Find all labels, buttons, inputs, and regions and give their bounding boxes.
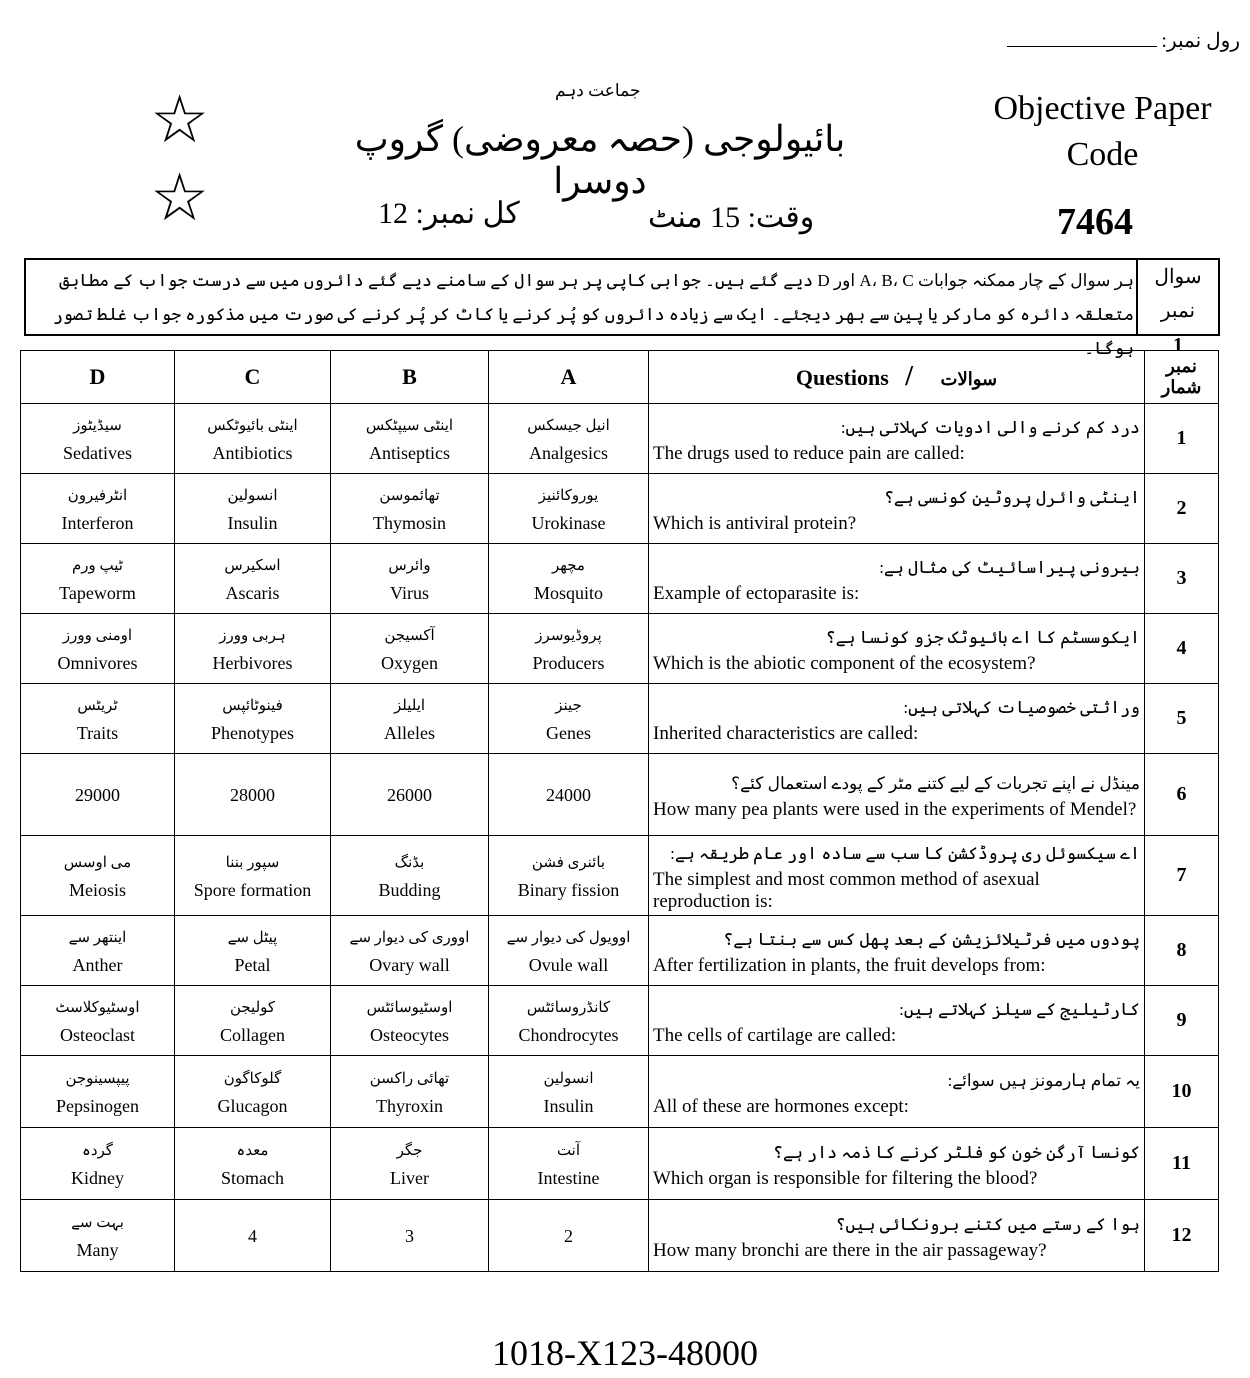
question-urdu: پودوں میں فرٹیلائزیشن کے بعد پھل کس سے بنتا ہے؟	[723, 929, 1140, 949]
option-d-english: Sedatives	[63, 442, 132, 463]
question-cell	[649, 1128, 1145, 1200]
option-d-english: Many	[76, 1239, 119, 1260]
option-a-cell	[489, 1056, 649, 1128]
question-urdu: کونسا آرگن خون کو فلٹر کرنے کا ذمہ دار ہے؟	[773, 1142, 1140, 1162]
option-c-english: Phenotypes	[211, 722, 294, 743]
option-c-english: Spore formation	[193, 879, 312, 900]
option-d-english: Pepsinogen	[56, 1095, 139, 1116]
option-c-english: Collagen	[220, 1024, 285, 1045]
option-d-english: 29000	[75, 784, 120, 805]
option-a-english: Insulin	[543, 1095, 594, 1116]
instructions-text: ہر سوال کے چار ممکنہ جوابات A، B، C اور D دیے گئے ہیں۔ جوابی کاپی پر ہر سوال کے سامنے دیے گئے دائروں میں سے درست جواب کے مطابق متعلقہ دائرہ کو مارکر یا پین سے بھر دیجئے۔ ایک سے زیادہ دائروں کو پُر کرنے یا کاٹ کر پُر کرنے کی صورت میں مذکورہ جواب غلط تصور ہوگا۔	[53, 271, 1134, 358]
option-d-english: Osteoclast	[60, 1024, 135, 1045]
option-c-urdu: سپور بننا	[225, 854, 280, 871]
question-english: Inherited characteristics are called:	[653, 722, 919, 744]
option-d-cell	[21, 1200, 175, 1272]
option-a-english: Urokinase	[531, 512, 606, 533]
instructions-box	[24, 258, 1220, 358]
table-row	[21, 1128, 1219, 1200]
table-row	[21, 1200, 1219, 1272]
subject-title: بائیولوجی (حصہ معروضی) گروپ دوسرا	[354, 119, 846, 201]
option-a-urdu: پروڈیوسرز	[535, 627, 602, 644]
question-cell	[649, 1056, 1145, 1128]
option-b-urdu: تھائموسن	[379, 487, 440, 504]
option-c-english: Stomach	[221, 1167, 284, 1188]
option-d-urdu: اینتھر سے	[68, 929, 127, 946]
option-d-english: Anther	[72, 954, 123, 975]
option-c-urdu: گلوکاگون	[223, 1070, 282, 1087]
question-urdu: کارٹیلیج کے سیلز کہلاتے ہیں:	[899, 999, 1140, 1019]
serial-number: 4	[1145, 614, 1219, 684]
option-c-urdu: ہربی وورز	[219, 627, 286, 644]
header-option-d: D	[21, 351, 175, 404]
question-number-cell	[1136, 260, 1218, 356]
question-number-label: سوال نمبر	[1154, 266, 1202, 322]
option-c-urdu: فینوٹائپس	[222, 697, 283, 714]
question-english: Example of ectoparasite is:	[653, 582, 860, 604]
question-english: Which organ is responsible for filtering the blood?	[653, 1167, 1038, 1189]
serial-number: 12	[1145, 1200, 1219, 1272]
question-english: How many bronchi are there in the air passageway?	[653, 1239, 1047, 1261]
option-d-cell	[21, 754, 175, 836]
option-a-urdu: بائنری فشن	[531, 854, 606, 871]
option-c-cell	[175, 916, 331, 986]
star-icon: ☆	[150, 84, 210, 157]
header-questions-en: Questions	[795, 365, 889, 390]
option-a-english: 24000	[546, 784, 591, 805]
header-questions-ur: سوالات	[940, 369, 998, 389]
question-english: All of these are hormones except:	[653, 1095, 909, 1117]
option-c-cell	[175, 1200, 331, 1272]
option-c-cell	[175, 684, 331, 754]
option-c-english: Herbivores	[212, 652, 293, 673]
question-cell	[649, 544, 1145, 614]
option-c-cell	[175, 754, 331, 836]
header-slash: /	[905, 361, 914, 392]
header-option-c: C	[175, 351, 331, 404]
option-c-cell	[175, 986, 331, 1056]
option-d-cell	[21, 1056, 175, 1128]
option-b-cell	[331, 836, 489, 916]
option-b-english: Osteocytes	[370, 1024, 449, 1045]
header-serial: نمبر شمار	[1145, 351, 1219, 404]
table-row	[21, 1056, 1219, 1128]
option-c-english: Glucagon	[217, 1095, 288, 1116]
option-c-urdu: اسکیرس	[224, 557, 281, 574]
option-a-urdu: انسولین	[543, 1070, 594, 1087]
option-b-cell	[331, 684, 489, 754]
question-urdu: بیرونی پیراسائیٹ کی مثال ہے:	[879, 557, 1140, 577]
option-a-cell	[489, 404, 649, 474]
time-label: وقت: 15 منٹ	[648, 201, 815, 234]
table-row	[21, 544, 1219, 614]
option-d-cell	[21, 836, 175, 916]
option-a-english: Intestine	[537, 1167, 600, 1188]
option-b-cell	[331, 404, 489, 474]
header-option-a: A	[489, 351, 649, 404]
option-d-cell	[21, 986, 175, 1056]
option-c-english: Petal	[234, 954, 271, 975]
question-urdu: ہوا کے رستے میں کتنے برونکائی ہیں؟	[835, 1214, 1140, 1234]
roll-number-label: رول نمبر:	[1161, 30, 1240, 52]
option-b-urdu: بڈنگ	[394, 854, 425, 871]
serial-number: 2	[1145, 474, 1219, 544]
option-d-cell	[21, 474, 175, 544]
table-row	[21, 404, 1219, 474]
table-row	[21, 836, 1219, 916]
serial-number: 7	[1145, 836, 1219, 916]
option-a-cell	[489, 916, 649, 986]
paper-code: 7464	[1057, 201, 1133, 243]
option-b-cell	[331, 754, 489, 836]
question-cell	[649, 916, 1145, 986]
option-c-english: 28000	[230, 784, 275, 805]
option-b-urdu: اوسٹیوسائٹس	[366, 999, 453, 1016]
option-a-urdu: اوویول کی دیوار سے	[506, 929, 631, 946]
option-c-urdu: کولیجن	[229, 999, 276, 1016]
option-a-english: Producers	[532, 652, 605, 673]
question-urdu: اے سیکسوئل ری پروڈکشن کا سب سے سادہ اور عام طریقہ ہے:	[670, 843, 1140, 863]
option-b-english: Thyroxin	[376, 1095, 443, 1116]
option-c-english: 4	[248, 1225, 257, 1246]
option-b-english: Virus	[390, 582, 429, 603]
option-d-english: Tapeworm	[59, 582, 136, 603]
option-a-urdu: آنت	[556, 1142, 581, 1159]
question-cell	[649, 404, 1145, 474]
serial-number: 11	[1145, 1128, 1219, 1200]
question-cell	[649, 754, 1145, 836]
question-cell	[649, 986, 1145, 1056]
option-c-cell	[175, 836, 331, 916]
option-b-english: Antiseptics	[369, 442, 450, 463]
table-row	[21, 474, 1219, 544]
option-a-english: Mosquito	[533, 582, 603, 603]
star-icon: ☆	[150, 162, 210, 235]
serial-number: 8	[1145, 916, 1219, 986]
option-a-urdu: انیل جیسکس	[527, 417, 610, 434]
option-c-cell	[175, 614, 331, 684]
table-row	[21, 614, 1219, 684]
question-english: The drugs used to reduce pain are called:	[653, 442, 965, 464]
header-option-b: B	[331, 351, 489, 404]
roll-number-field	[1007, 28, 1240, 53]
option-b-urdu: اووری کی دیوار سے	[349, 929, 470, 946]
option-d-english: Kidney	[71, 1167, 124, 1188]
option-b-cell	[331, 614, 489, 684]
option-d-english: Traits	[76, 722, 119, 743]
option-b-english: Liver	[390, 1167, 429, 1188]
option-c-english: Antibiotics	[212, 442, 293, 463]
serial-number: 6	[1145, 754, 1219, 836]
option-d-english: Meiosis	[68, 879, 126, 900]
question-urdu: وراثتی خصوصیات کہلاتی ہیں:	[903, 697, 1140, 717]
option-c-english: Ascaris	[225, 582, 280, 603]
option-b-urdu: اینٹی سیپٹکس	[365, 417, 454, 434]
table-row	[21, 916, 1219, 986]
option-b-cell	[331, 544, 489, 614]
option-c-cell	[175, 1056, 331, 1128]
question-urdu: ایکوسسٹم کا اے بائیوٹک جزو کونسا ہے؟	[825, 627, 1140, 647]
option-a-english: Chondrocytes	[518, 1024, 619, 1045]
option-d-cell	[21, 614, 175, 684]
header-questions	[649, 351, 1145, 404]
table-row	[21, 986, 1219, 1056]
option-b-english: Budding	[378, 879, 441, 900]
option-b-cell	[331, 1056, 489, 1128]
serial-number: 5	[1145, 684, 1219, 754]
question-cell	[649, 684, 1145, 754]
question-english: Which is the abiotic component of the ecosystem?	[653, 652, 1036, 674]
question-cell	[649, 1200, 1145, 1272]
option-a-cell	[489, 1200, 649, 1272]
option-d-cell	[21, 404, 175, 474]
table-row	[21, 754, 1219, 836]
option-c-urdu: انسولین	[227, 487, 278, 504]
option-a-urdu: کانڈروسائٹس	[526, 999, 611, 1016]
question-english: After fertilization in plants, the fruit develops from:	[653, 954, 1046, 976]
question-english: How many pea plants were used in the experiments of Mendel?	[653, 798, 1137, 820]
option-a-urdu: جینز	[555, 697, 582, 714]
footer-code: 1018-X123-48000	[492, 1333, 758, 1373]
option-a-english: Analgesics	[529, 442, 608, 463]
option-a-cell	[489, 474, 649, 544]
objective-line-1: Objective Paper	[993, 90, 1212, 127]
question-cell	[649, 474, 1145, 544]
question-english: The cells of cartilage are called:	[653, 1024, 897, 1046]
serial-number: 1	[1145, 404, 1219, 474]
option-b-urdu: آکسیجن	[384, 627, 435, 644]
serial-number: 3	[1145, 544, 1219, 614]
option-a-english: Ovule wall	[528, 954, 609, 975]
option-d-urdu: پیپسینوجن	[65, 1070, 130, 1087]
questions-table	[20, 350, 1219, 1272]
option-c-cell	[175, 544, 331, 614]
option-a-urdu: یوروکائنیز	[538, 487, 599, 504]
option-a-english: Binary fission	[517, 879, 620, 900]
option-a-cell	[489, 1128, 649, 1200]
option-d-urdu: اومنی وورز	[62, 627, 133, 644]
option-d-urdu: اوسٹیوکلاسٹ	[55, 999, 140, 1016]
question-urdu: مینڈل نے اپنے تجربات کے لیے کتنے مٹر کے پودے استعمال کئے؟	[731, 773, 1140, 793]
option-b-urdu: ایلیلز	[393, 697, 426, 714]
option-b-english: Oxygen	[381, 652, 438, 673]
option-c-cell	[175, 474, 331, 544]
option-d-cell	[21, 916, 175, 986]
question-urdu: اینٹی وائرل پروٹین کونسی ہے؟	[883, 487, 1140, 507]
option-c-cell	[175, 1128, 331, 1200]
question-english: The simplest and most common method of asexual reproduction is:	[653, 868, 1040, 912]
grade-label: جماعت دہم	[555, 81, 641, 100]
option-b-cell	[331, 474, 489, 544]
option-b-urdu: تھائی راکسن	[369, 1070, 450, 1087]
option-b-urdu: جگر	[396, 1142, 423, 1159]
option-d-urdu: ٹریٹس	[77, 697, 118, 714]
option-a-cell	[489, 684, 649, 754]
option-a-urdu: مچھر	[552, 557, 585, 574]
option-d-cell	[21, 1128, 175, 1200]
option-b-english: Thymosin	[372, 512, 446, 533]
question-english: Which is antiviral protein?	[653, 512, 857, 534]
option-c-cell	[175, 404, 331, 474]
option-c-urdu: اینٹی بائیوٹکس	[207, 417, 298, 434]
option-c-urdu: معدہ	[236, 1142, 269, 1159]
objective-line-2: Code	[1066, 136, 1139, 173]
serial-number: 9	[1145, 986, 1219, 1056]
serial-number: 10	[1145, 1056, 1219, 1128]
table-header-row	[21, 351, 1219, 404]
option-d-english: Omnivores	[57, 652, 138, 673]
option-d-urdu: بہت سے	[71, 1214, 124, 1231]
option-c-urdu: پیٹل سے	[227, 929, 278, 946]
option-c-english: Insulin	[227, 512, 278, 533]
option-d-english: Interferon	[61, 512, 134, 533]
option-b-cell	[331, 986, 489, 1056]
question-cell	[649, 836, 1145, 916]
option-a-cell	[489, 836, 649, 916]
question-urdu: یہ تمام ہارمونز ہیں سوائے:	[947, 1070, 1140, 1090]
question-urdu: درد کم کرنے والی ادویات کہلاتی ہیں:	[840, 417, 1140, 437]
option-a-english: Genes	[546, 722, 591, 743]
option-a-english: 2	[564, 1225, 573, 1246]
option-b-english: 3	[405, 1225, 414, 1246]
option-b-cell	[331, 1200, 489, 1272]
option-d-urdu: انٹرفیرون	[67, 487, 128, 504]
option-d-urdu: ٹیپ ورم	[72, 557, 123, 574]
option-d-cell	[21, 544, 175, 614]
option-b-english: Alleles	[384, 722, 435, 743]
option-b-urdu: وائرس	[388, 557, 431, 574]
question-number: 1	[1173, 334, 1183, 356]
question-cell	[649, 614, 1145, 684]
option-b-english: 26000	[387, 784, 432, 805]
option-a-cell	[489, 614, 649, 684]
option-d-urdu: می اوسس	[63, 854, 132, 871]
option-a-cell	[489, 754, 649, 836]
option-b-english: Ovary wall	[369, 954, 450, 975]
option-b-cell	[331, 1128, 489, 1200]
option-a-cell	[489, 544, 649, 614]
option-b-cell	[331, 916, 489, 986]
objective-paper-heading	[955, 86, 1250, 178]
table-row	[21, 684, 1219, 754]
option-d-urdu: گردہ	[82, 1142, 113, 1159]
option-d-cell	[21, 684, 175, 754]
option-a-cell	[489, 986, 649, 1056]
roll-number-line	[1007, 30, 1157, 47]
total-marks-label: کل نمبر: 12	[378, 197, 520, 230]
option-d-urdu: سیڈیٹوز	[73, 417, 122, 434]
